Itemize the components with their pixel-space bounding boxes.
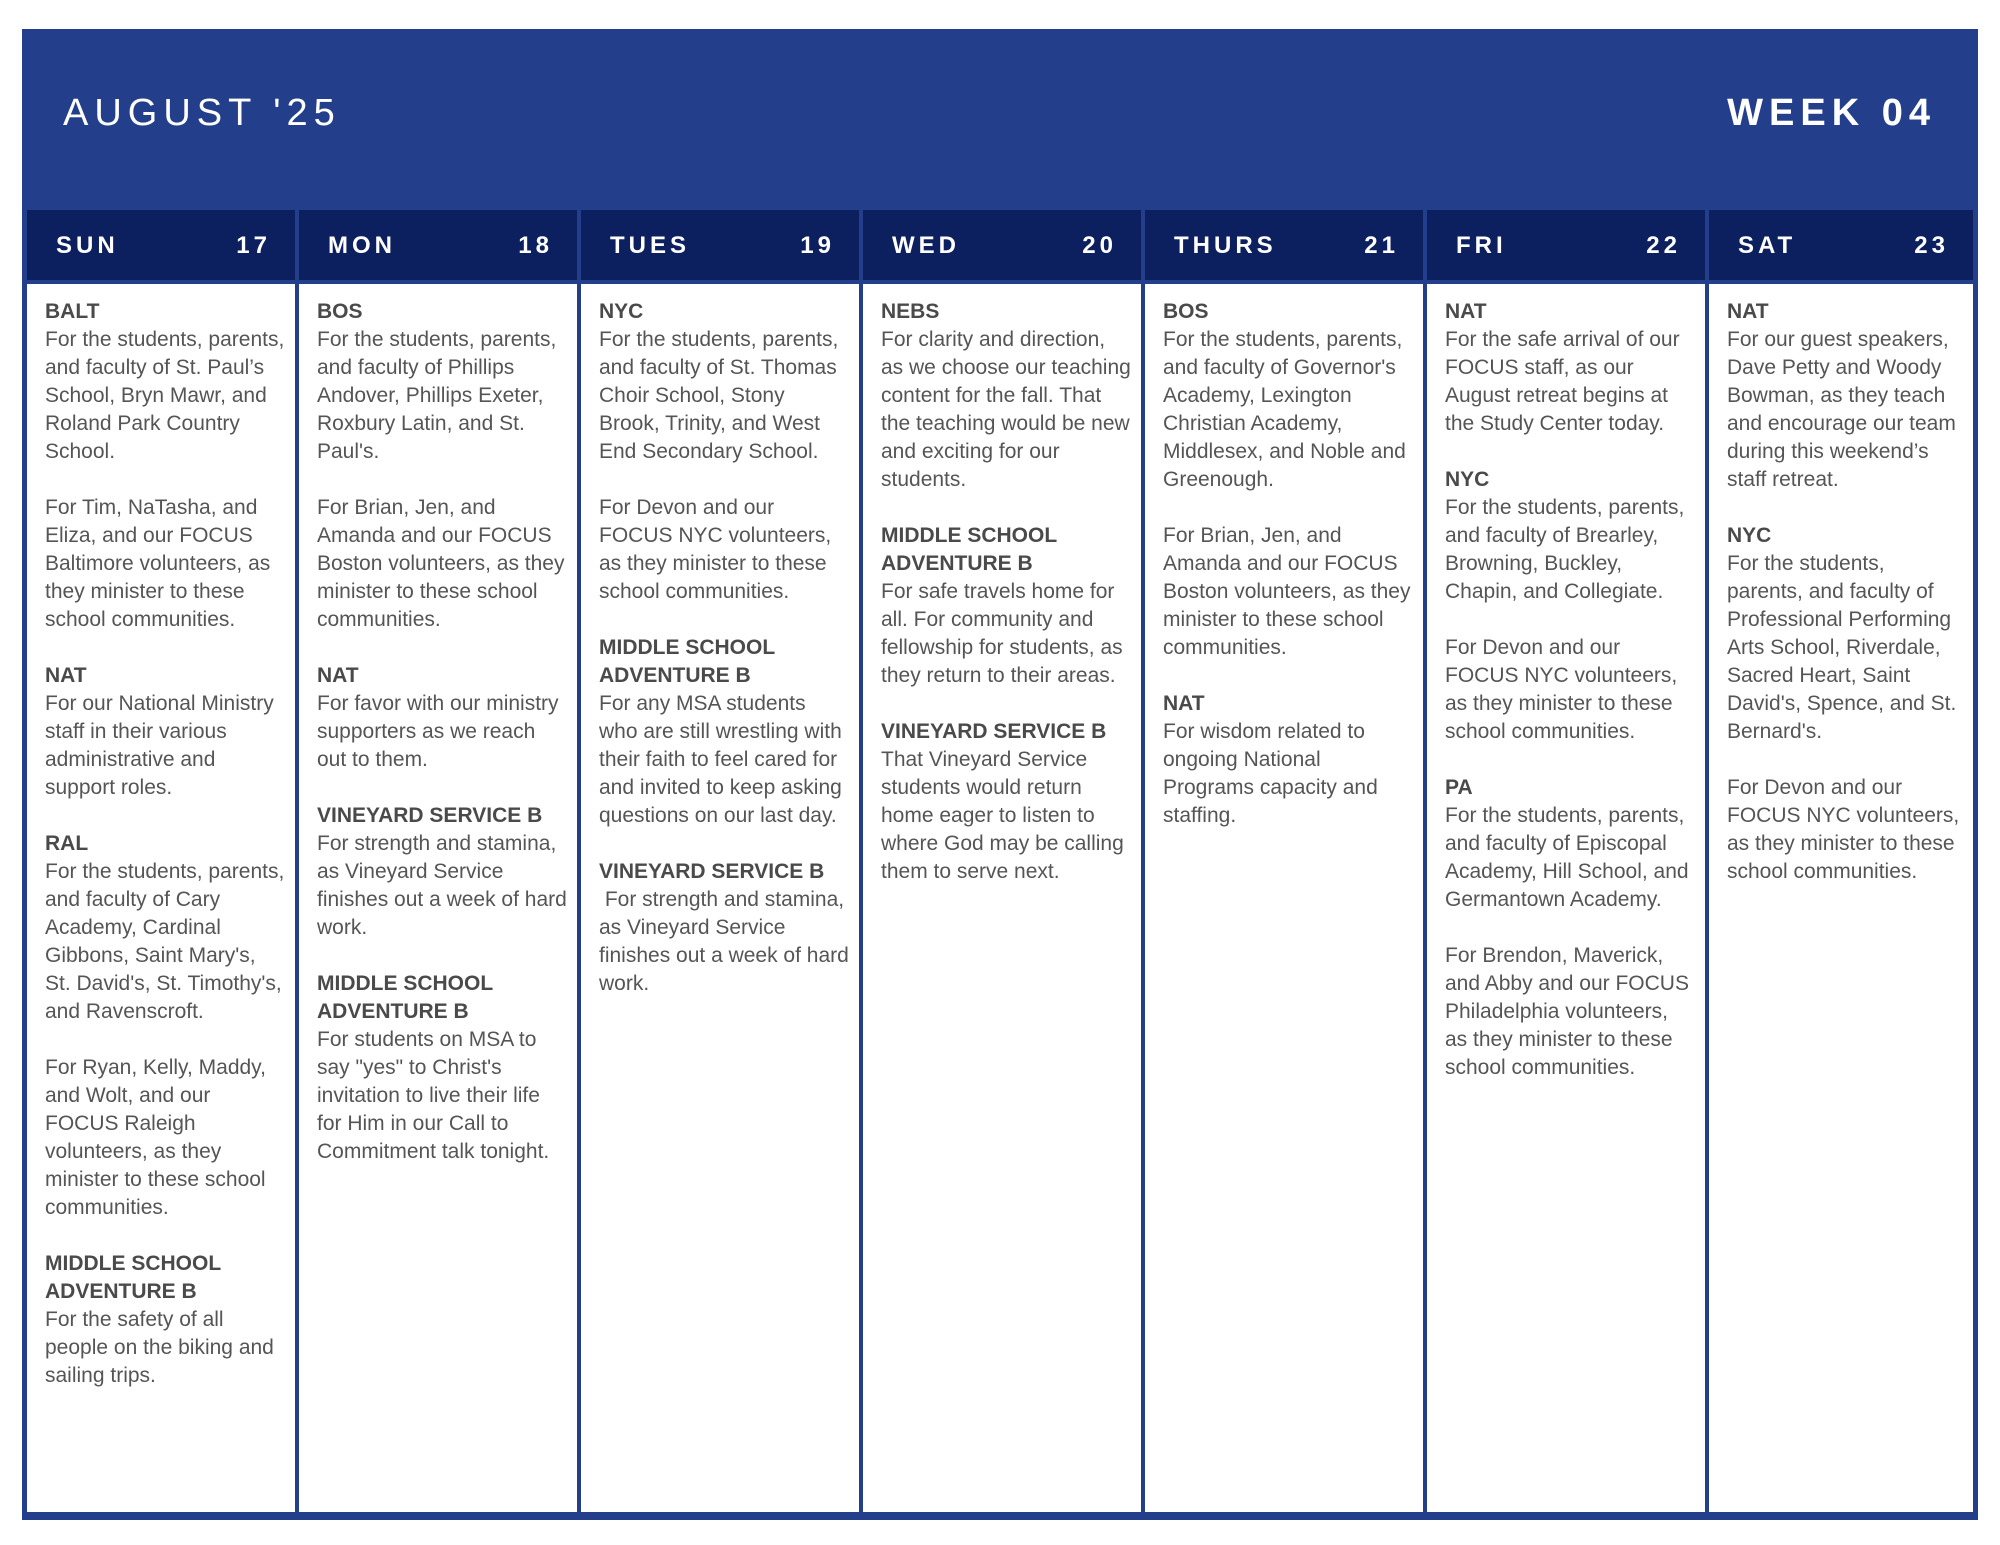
entry-text: For Brian, Jen, and Amanda and our FOCUS Boston volunteers, as they minister to these school communities.: [1163, 524, 1417, 659]
entry-heading: VINEYARD SERVICE B: [599, 860, 825, 883]
entry-text: For Devon and our FOCUS NYC volunteers, as they minister to these school communities.: [1445, 636, 1684, 743]
entry-text: For strength and stamina, as Vineyard Service finishes out a week of hard work.: [599, 888, 855, 995]
entry-heading: MIDDLE SCHOOL ADVENTURE B: [599, 636, 775, 687]
prayer-entry: [1445, 466, 1695, 606]
day-number: 19: [800, 232, 835, 259]
prayer-entry: [317, 802, 573, 942]
entry-text: For the safe arrival of our FOCUS staff, as our August retreat begins at the Study Center today.: [1445, 328, 1686, 435]
entry-text: For safe travels home for all. For community and fellowship for students, as they return to their areas.: [881, 580, 1129, 687]
day-name: MON: [328, 232, 396, 259]
day-header-fri: [1427, 210, 1705, 280]
entry-text: For Ryan, Kelly, Maddy, and Wolt, and our FOCUS Raleigh volunteers, as they minister to these school communities.: [45, 1056, 272, 1219]
day-header-thurs: [1145, 210, 1423, 280]
day-name: SAT: [1738, 232, 1797, 259]
day-body-mon: [299, 284, 577, 1512]
prayer-entry: [45, 298, 291, 466]
prayer-entry: [881, 298, 1137, 494]
day-body-fri: [1427, 284, 1705, 1512]
day-header-wed: [863, 210, 1141, 280]
prayer-entry: [599, 858, 855, 998]
entry-text: For favor with our ministry supporters as we reach out to them.: [317, 692, 565, 771]
entry-heading: NAT: [317, 664, 359, 687]
day-name: THURS: [1174, 232, 1277, 259]
prayer-entry: [1445, 942, 1695, 1082]
entry-heading: NAT: [1445, 300, 1487, 323]
entry-text: That Vineyard Service students would return home eager to listen to where God may be calling them to serve next.: [881, 748, 1130, 883]
entry-text: For the students, parents, and faculty of Governor's Academy, Lexington Christian Academy, Middlesex, and Noble and Greenough.: [1163, 328, 1412, 491]
day-header-mon: [299, 210, 577, 280]
entry-heading: NAT: [1727, 300, 1769, 323]
prayer-entry: [45, 662, 285, 802]
day-name: FRI: [1456, 232, 1507, 259]
entry-heading: NAT: [1163, 692, 1205, 715]
day-name: TUES: [610, 232, 691, 259]
entry-text: For Tim, NaTasha, and Eliza, and our FOCUS Baltimore volunteers, as they minister to these school communities.: [45, 496, 277, 631]
prayer-entry: [881, 718, 1131, 886]
prayer-entry: [1163, 690, 1413, 830]
day-body-thurs: [1145, 284, 1423, 1512]
prayer-entry: [45, 830, 291, 1026]
prayer-entry: [1445, 298, 1695, 438]
entry-text: For the students, parents, and faculty of St. Thomas Choir School, Stony Brook, Trinity, and West End Secondary School.: [599, 328, 845, 463]
prayer-entry: [599, 634, 849, 830]
entry-heading: VINEYARD SERVICE B: [317, 804, 543, 827]
entry-heading: NYC: [1727, 524, 1772, 547]
prayer-entry: [1163, 298, 1413, 494]
entry-text: For the students, parents, and faculty of Professional Performing Arts School, Riverdale, Sacred Heart, Saint David's, Spence, and St. Bernard's.: [1727, 552, 1963, 743]
prayer-entry: [599, 494, 849, 606]
prayer-entry: [1445, 634, 1695, 746]
entry-text: For the students, parents, and faculty of Phillips Andover, Phillips Exeter, Roxbury Latin, and St. Paul's.: [317, 328, 563, 463]
entry-text: For our guest speakers, Dave Petty and Woody Bowman, as they teach and encourage our team during this weekend’s staff retreat.: [1727, 328, 1962, 491]
entry-text: For Devon and our FOCUS NYC volunteers, as they minister to these school communities.: [1727, 776, 1966, 883]
entry-text: For any MSA students who are still wrestling with their faith to feel cared for and invited to keep asking questions on our last day.: [599, 692, 848, 827]
day-header-sun: [27, 210, 295, 280]
entry-heading: VINEYARD SERVICE B: [881, 720, 1107, 743]
entry-text: For Brian, Jen, and Amanda and our FOCUS Boston volunteers, as they minister to these school communities.: [317, 496, 571, 631]
prayer-entry: [1445, 774, 1695, 914]
day-header-sat: [1709, 210, 1973, 280]
entry-text: For strength and stamina, as Vineyard Service finishes out a week of hard work.: [317, 832, 573, 939]
entry-heading: BOS: [1163, 300, 1209, 323]
prayer-entry: [317, 494, 571, 634]
entry-text: For Devon and our FOCUS NYC volunteers, as they minister to these school communities.: [599, 496, 838, 603]
prayer-entry: [45, 494, 285, 634]
entry-text: For the students, parents, and faculty of St. Paul’s School, Bryn Mawr, and Roland Park Country School.: [45, 328, 291, 463]
entry-heading: NYC: [1445, 468, 1490, 491]
entry-heading: NYC: [599, 300, 644, 323]
entry-heading: MIDDLE SCHOOL ADVENTURE B: [881, 524, 1057, 575]
prayer-entry: [599, 298, 849, 466]
day-body-sat: [1709, 284, 1973, 1512]
day-number: 22: [1646, 232, 1681, 259]
entry-text: For wisdom related to ongoing National Programs capacity and staffing.: [1163, 720, 1384, 827]
day-name: WED: [892, 232, 960, 259]
entry-heading: PA: [1445, 776, 1473, 799]
day-header-tues: [581, 210, 859, 280]
entry-heading: NEBS: [881, 300, 940, 323]
prayer-entry: [45, 1250, 285, 1390]
entry-text: For students on MSA to say "yes" to Christ's invitation to live their life for Him in our Call to Commitment talk tonight.: [317, 1028, 550, 1163]
entry-text: For our National Ministry staff in their various administrative and support roles.: [45, 692, 280, 799]
prayer-entry: [1163, 522, 1417, 662]
week-title: WEEK 04: [1727, 92, 1936, 134]
prayer-entry: [1727, 522, 1963, 746]
entry-heading: BOS: [317, 300, 363, 323]
entry-heading: MIDDLE SCHOOL ADVENTURE B: [317, 972, 493, 1023]
day-body-sun: [27, 284, 295, 1512]
prayer-entry: [317, 298, 567, 466]
entry-heading: BALT: [45, 300, 100, 323]
prayer-entry: [1727, 298, 1963, 494]
entry-text: For the students, parents, and faculty of Episcopal Academy, Hill School, and Germantown Academy.: [1445, 804, 1695, 911]
day-number: 21: [1364, 232, 1399, 259]
prayer-entry: [317, 662, 567, 774]
entry-text: For Brendon, Maverick, and Abby and our FOCUS Philadelphia volunteers, as they minister to these school communities.: [1445, 944, 1695, 1079]
entry-heading: MIDDLE SCHOOL ADVENTURE B: [45, 1252, 221, 1303]
day-body-wed: [863, 284, 1141, 1512]
entry-text: For the students, parents, and faculty of Cary Academy, Cardinal Gibbons, Saint Mary's, St. David's, St. Timothy's, and Ravenscroft.: [45, 860, 291, 1023]
day-number: 23: [1914, 232, 1949, 259]
prayer-entry: [881, 522, 1131, 690]
day-body-tues: [581, 284, 859, 1512]
entry-heading: NAT: [45, 664, 87, 687]
entry-text: For the safety of all people on the biking and sailing trips.: [45, 1308, 280, 1387]
day-number: 18: [518, 232, 553, 259]
entry-heading: RAL: [45, 832, 89, 855]
day-name: SUN: [56, 232, 119, 259]
entry-text: For the students, parents, and faculty of Brearley, Browning, Buckley, Chapin, and Collegiate.: [1445, 496, 1691, 603]
prayer-entry: [1727, 774, 1966, 886]
prayer-entry: [45, 1054, 285, 1222]
day-number: 17: [236, 232, 271, 259]
entry-text: For clarity and direction, as we choose our teaching content for the fall. That the teaching would be new and exciting for our students.: [881, 328, 1137, 491]
month-title: AUGUST '25: [63, 92, 341, 134]
prayer-entry: [317, 970, 567, 1166]
day-number: 20: [1082, 232, 1117, 259]
